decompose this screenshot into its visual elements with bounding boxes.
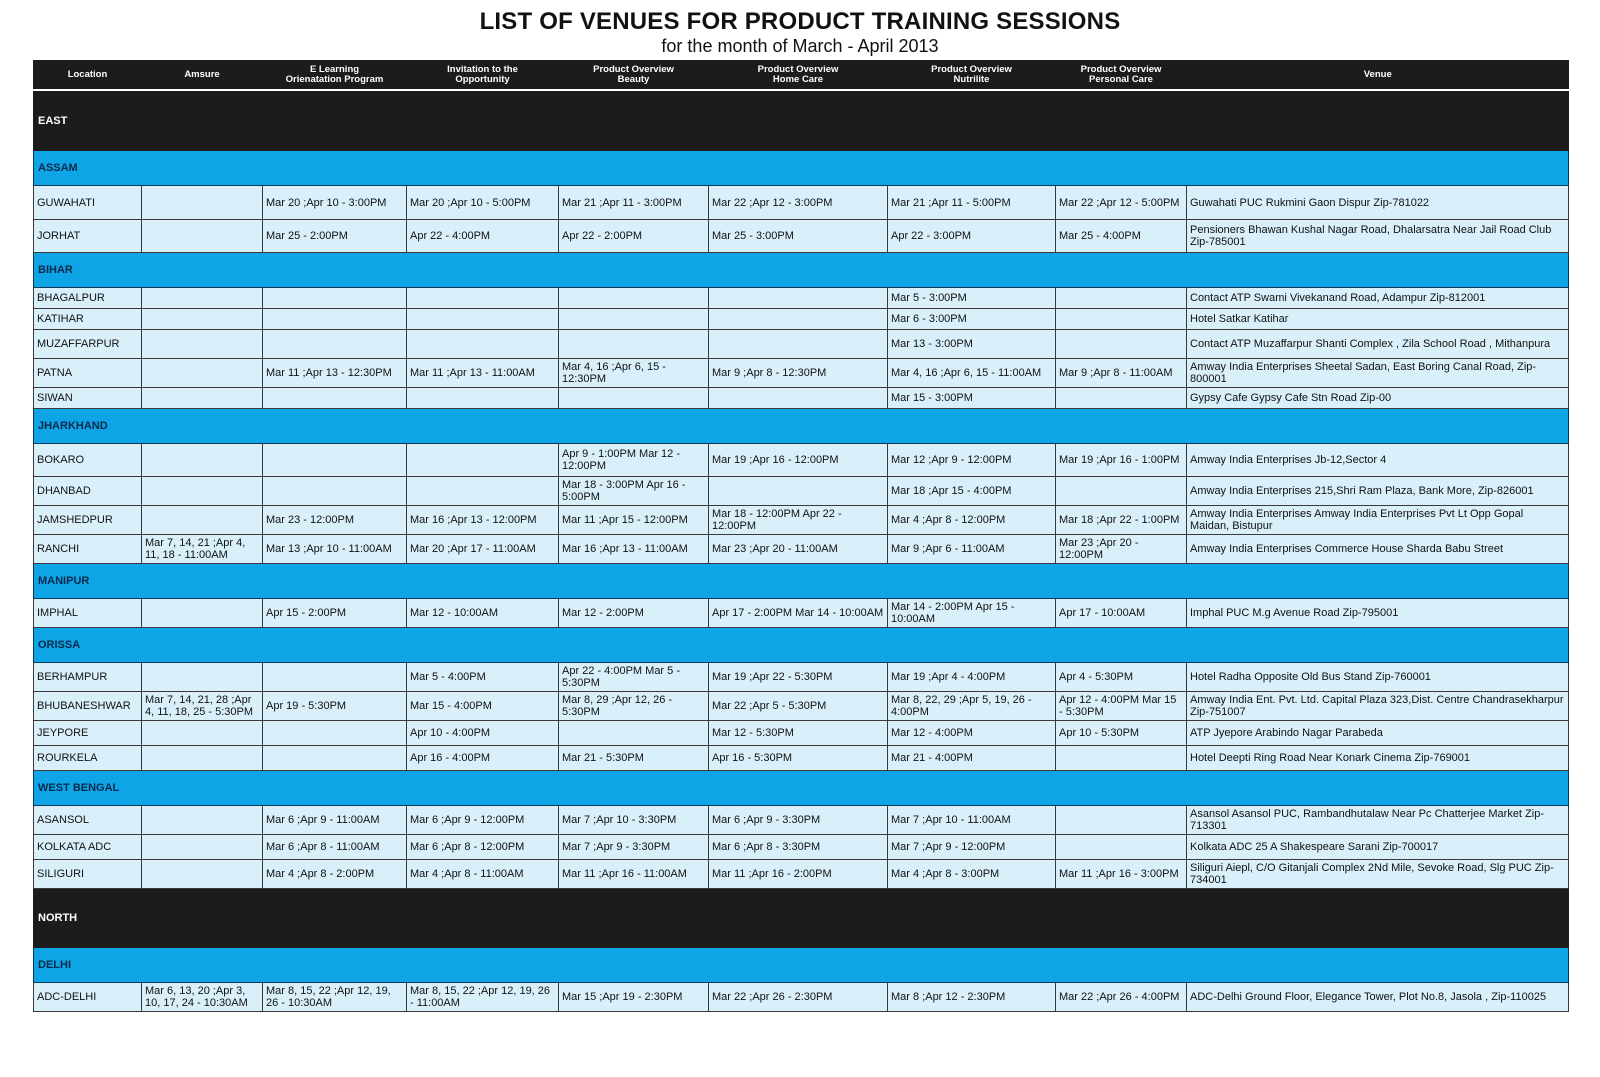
invitation-cell xyxy=(407,477,559,506)
header-row xyxy=(34,60,1569,89)
amsure-cell xyxy=(142,506,263,535)
beauty-cell: Mar 15 ;Apr 19 - 2:30PM xyxy=(559,983,709,1012)
personal-care-cell: Mar 25 - 4:00PM xyxy=(1056,220,1187,253)
location-cell: IMPHAL xyxy=(34,599,142,628)
region-row xyxy=(34,92,1569,151)
venue-cell: Gypsy Cafe Gypsy Cafe Stn Road Zip-00 xyxy=(1187,388,1569,409)
personal-care-cell: Mar 18 ;Apr 22 - 1:00PM xyxy=(1056,506,1187,535)
beauty-cell: Mar 8, 29 ;Apr 12, 26 - 5:30PM xyxy=(559,692,709,721)
home-care-cell: Mar 19 ;Apr 22 - 5:30PM xyxy=(709,663,888,692)
venue-cell: ADC-Delhi Ground Floor, Elegance Tower, Plot No.8, Jasola , Zip-110025 xyxy=(1187,983,1569,1012)
venue-cell: Pensioners Bhawan Kushal Nagar Road, Dhalarsatra Near Jail Road Club Zip-785001 xyxy=(1187,220,1569,253)
location-cell: PATNA xyxy=(34,359,142,388)
home-care-cell: Mar 19 ;Apr 16 - 12:00PM xyxy=(709,444,888,477)
amsure-cell xyxy=(142,388,263,409)
personal-care-cell xyxy=(1056,746,1187,771)
amsure-cell xyxy=(142,288,263,309)
nutrilite-cell: Mar 12 ;Apr 9 - 12:00PM xyxy=(888,444,1056,477)
amsure-cell xyxy=(142,186,263,220)
table-row xyxy=(34,220,1569,253)
venues-table xyxy=(33,60,1569,1012)
venue-cell: Amway India Enterprises Amway India Enterprises Pvt Lt Opp Gopal Maidan, Bistupur xyxy=(1187,506,1569,535)
table-row xyxy=(34,663,1569,692)
table-body xyxy=(34,89,1569,1012)
home-care-cell: Mar 22 ;Apr 12 - 3:00PM xyxy=(709,186,888,220)
venue-cell: Kolkata ADC 25 A Shakespeare Sarani Zip-700017 xyxy=(1187,835,1569,860)
invitation-cell: Mar 11 ;Apr 13 - 11:00AM xyxy=(407,359,559,388)
nutrilite-cell: Mar 4, 16 ;Apr 6, 15 - 11:00AM xyxy=(888,359,1056,388)
location-cell: JORHAT xyxy=(34,220,142,253)
e-learning-cell: Mar 6 ;Apr 8 - 11:00AM xyxy=(263,835,407,860)
personal-care-cell xyxy=(1056,309,1187,330)
invitation-cell: Apr 16 - 4:00PM xyxy=(407,746,559,771)
personal-care-cell: Mar 22 ;Apr 26 - 4:00PM xyxy=(1056,983,1187,1012)
invitation-cell: Mar 20 ;Apr 17 - 11:00AM xyxy=(407,535,559,564)
amsure-cell xyxy=(142,599,263,628)
personal-care-cell: Apr 10 - 5:30PM xyxy=(1056,721,1187,746)
e-learning-cell: Mar 25 - 2:00PM xyxy=(263,220,407,253)
beauty-cell: Mar 12 - 2:00PM xyxy=(559,599,709,628)
state-label: ASSAM xyxy=(34,151,1569,186)
venue-cell: Contact ATP Swami Vivekanand Road, Adampur Zip-812001 xyxy=(1187,288,1569,309)
location-cell: MUZAFFARPUR xyxy=(34,330,142,359)
personal-care-cell xyxy=(1056,835,1187,860)
home-care-cell: Mar 9 ;Apr 8 - 12:30PM xyxy=(709,359,888,388)
home-care-cell: Mar 18 - 12:00PM Apr 22 - 12:00PM xyxy=(709,506,888,535)
table-row xyxy=(34,535,1569,564)
e-learning-cell xyxy=(263,444,407,477)
column-header-amsure: Amsure xyxy=(142,60,263,89)
location-cell: BERHAMPUR xyxy=(34,663,142,692)
location-cell: ASANSOL xyxy=(34,806,142,835)
venue-cell: Asansol Asansol PUC, Rambandhutalaw Near Pc Chatterjee Market Zip-713301 xyxy=(1187,806,1569,835)
venue-cell: Hotel Satkar Katihar xyxy=(1187,309,1569,330)
table-row xyxy=(34,186,1569,220)
page-title: LIST OF VENUES FOR PRODUCT TRAINING SESSIONS xyxy=(479,8,1121,35)
invitation-cell: Mar 20 ;Apr 10 - 5:00PM xyxy=(407,186,559,220)
beauty-cell: Mar 7 ;Apr 9 - 3:30PM xyxy=(559,835,709,860)
beauty-cell: Apr 22 - 4:00PM Mar 5 - 5:30PM xyxy=(559,663,709,692)
personal-care-cell: Mar 22 ;Apr 12 - 5:00PM xyxy=(1056,186,1187,220)
beauty-cell xyxy=(559,309,709,330)
column-header-home-care: Product Overview Home Care xyxy=(709,60,888,89)
column-header-venue: Venue xyxy=(1187,60,1569,89)
location-cell: KOLKATA ADC xyxy=(34,835,142,860)
location-cell: BHUBANESHWAR xyxy=(34,692,142,721)
e-learning-cell: Mar 23 - 12:00PM xyxy=(263,506,407,535)
state-row xyxy=(34,253,1569,288)
venue-cell: Contact ATP Muzaffarpur Shanti Complex , Zila School Road , Mithanpura xyxy=(1187,330,1569,359)
location-cell: BHAGALPUR xyxy=(34,288,142,309)
home-care-cell: Mar 12 - 5:30PM xyxy=(709,721,888,746)
beauty-cell xyxy=(559,721,709,746)
e-learning-cell xyxy=(263,746,407,771)
beauty-cell: Mar 21 ;Apr 11 - 3:00PM xyxy=(559,186,709,220)
e-learning-cell: Mar 13 ;Apr 10 - 11:00AM xyxy=(263,535,407,564)
personal-care-cell xyxy=(1056,288,1187,309)
e-learning-cell: Apr 19 - 5:30PM xyxy=(263,692,407,721)
beauty-cell xyxy=(559,330,709,359)
state-row xyxy=(34,628,1569,663)
e-learning-cell xyxy=(263,663,407,692)
state-label: MANIPUR xyxy=(34,564,1569,599)
e-learning-cell xyxy=(263,388,407,409)
state-label: JHARKHAND xyxy=(34,409,1569,444)
nutrilite-cell: Mar 4 ;Apr 8 - 3:00PM xyxy=(888,860,1056,889)
beauty-cell: Apr 9 - 1:00PM Mar 12 - 12:00PM xyxy=(559,444,709,477)
location-cell: SILIGURI xyxy=(34,860,142,889)
state-row xyxy=(34,771,1569,806)
home-care-cell xyxy=(709,330,888,359)
amsure-cell xyxy=(142,860,263,889)
invitation-cell xyxy=(407,388,559,409)
state-row xyxy=(34,151,1569,186)
venue-cell: Hotel Radha Opposite Old Bus Stand Zip-760001 xyxy=(1187,663,1569,692)
invitation-cell xyxy=(407,309,559,330)
personal-care-cell: Mar 23 ;Apr 20 - 12:00PM xyxy=(1056,535,1187,564)
location-cell: GUWAHATI xyxy=(34,186,142,220)
column-header-beauty: Product Overview Beauty xyxy=(559,60,709,89)
state-label: WEST BENGAL xyxy=(34,771,1569,806)
personal-care-cell xyxy=(1056,388,1187,409)
table-row xyxy=(34,692,1569,721)
table-row xyxy=(34,330,1569,359)
nutrilite-cell: Mar 9 ;Apr 6 - 11:00AM xyxy=(888,535,1056,564)
nutrilite-cell: Mar 18 ;Apr 15 - 4:00PM xyxy=(888,477,1056,506)
amsure-cell: Mar 7, 14, 21 ;Apr 4, 11, 18 - 11:00AM xyxy=(142,535,263,564)
amsure-cell xyxy=(142,746,263,771)
amsure-cell xyxy=(142,477,263,506)
region-label: EAST xyxy=(34,92,1569,151)
state-label: BIHAR xyxy=(34,253,1569,288)
invitation-cell: Mar 8, 15, 22 ;Apr 12, 19, 26 - 11:00AM xyxy=(407,983,559,1012)
table-row xyxy=(34,288,1569,309)
nutrilite-cell: Mar 15 - 3:00PM xyxy=(888,388,1056,409)
invitation-cell: Mar 15 - 4:00PM xyxy=(407,692,559,721)
e-learning-cell xyxy=(263,330,407,359)
table-row xyxy=(34,506,1569,535)
page-subtitle: for the month of March - April 2013 xyxy=(661,36,939,56)
beauty-cell xyxy=(559,388,709,409)
amsure-cell: Mar 6, 13, 20 ;Apr 3, 10, 17, 24 - 10:30AM xyxy=(142,983,263,1012)
amsure-cell xyxy=(142,663,263,692)
amsure-cell xyxy=(142,806,263,835)
home-care-cell: Mar 22 ;Apr 5 - 5:30PM xyxy=(709,692,888,721)
location-cell: KATIHAR xyxy=(34,309,142,330)
e-learning-cell: Mar 6 ;Apr 9 - 11:00AM xyxy=(263,806,407,835)
nutrilite-cell: Mar 19 ;Apr 4 - 4:00PM xyxy=(888,663,1056,692)
e-learning-cell xyxy=(263,288,407,309)
region-label: NORTH xyxy=(34,889,1569,948)
table-row xyxy=(34,835,1569,860)
location-cell: ADC-DELHI xyxy=(34,983,142,1012)
column-header-location: Location xyxy=(34,60,142,89)
venue-cell: Amway India Ent. Pvt. Ltd. Capital Plaza 323,Dist. Centre Chandrasekharpur Zip-751007 xyxy=(1187,692,1569,721)
venue-cell: Hotel Deepti Ring Road Near Konark Cinema Zip-769001 xyxy=(1187,746,1569,771)
table-row xyxy=(34,477,1569,506)
invitation-cell xyxy=(407,330,559,359)
state-row xyxy=(34,564,1569,599)
venue-cell: Amway India Enterprises Jb-12,Sector 4 xyxy=(1187,444,1569,477)
venue-cell: Amway India Enterprises Sheetal Sadan, East Boring Canal Road, Zip-800001 xyxy=(1187,359,1569,388)
location-cell: JEYPORE xyxy=(34,721,142,746)
invitation-cell: Mar 5 - 4:00PM xyxy=(407,663,559,692)
home-care-cell: Mar 6 ;Apr 9 - 3:30PM xyxy=(709,806,888,835)
venue-cell: Amway India Enterprises 215,Shri Ram Plaza, Bank More, Zip-826001 xyxy=(1187,477,1569,506)
invitation-cell: Mar 4 ;Apr 8 - 11:00AM xyxy=(407,860,559,889)
nutrilite-cell: Mar 14 - 2:00PM Apr 15 - 10:00AM xyxy=(888,599,1056,628)
home-care-cell xyxy=(709,309,888,330)
invitation-cell: Apr 10 - 4:00PM xyxy=(407,721,559,746)
location-cell: BOKARO xyxy=(34,444,142,477)
home-care-cell xyxy=(709,477,888,506)
nutrilite-cell: Apr 22 - 3:00PM xyxy=(888,220,1056,253)
state-row xyxy=(34,409,1569,444)
beauty-cell: Mar 4, 16 ;Apr 6, 15 - 12:30PM xyxy=(559,359,709,388)
beauty-cell: Mar 11 ;Apr 15 - 12:00PM xyxy=(559,506,709,535)
e-learning-cell: Mar 4 ;Apr 8 - 2:00PM xyxy=(263,860,407,889)
home-care-cell: Mar 23 ;Apr 20 - 11:00AM xyxy=(709,535,888,564)
e-learning-cell: Mar 20 ;Apr 10 - 3:00PM xyxy=(263,186,407,220)
nutrilite-cell: Mar 7 ;Apr 10 - 11:00AM xyxy=(888,806,1056,835)
home-care-cell: Apr 16 - 5:30PM xyxy=(709,746,888,771)
location-cell: RANCHI xyxy=(34,535,142,564)
personal-care-cell xyxy=(1056,806,1187,835)
location-cell: JAMSHEDPUR xyxy=(34,506,142,535)
table-row xyxy=(34,309,1569,330)
personal-care-cell: Mar 9 ;Apr 8 - 11:00AM xyxy=(1056,359,1187,388)
table-row xyxy=(34,599,1569,628)
nutrilite-cell: Mar 7 ;Apr 9 - 12:00PM xyxy=(888,835,1056,860)
personal-care-cell: Apr 17 - 10:00AM xyxy=(1056,599,1187,628)
table-row xyxy=(34,388,1569,409)
home-care-cell: Apr 17 - 2:00PM Mar 14 - 10:00AM xyxy=(709,599,888,628)
venue-cell: Amway India Enterprises Commerce House Sharda Babu Street xyxy=(1187,535,1569,564)
venue-cell: Siliguri Aiepl, C/O Gitanjali Complex 2Nd Mile, Sevoke Road, Slg PUC Zip-734001 xyxy=(1187,860,1569,889)
nutrilite-cell: Mar 6 - 3:00PM xyxy=(888,309,1056,330)
e-learning-cell: Mar 8, 15, 22 ;Apr 12, 19, 26 - 10:30AM xyxy=(263,983,407,1012)
home-care-cell xyxy=(709,388,888,409)
nutrilite-cell: Mar 4 ;Apr 8 - 12:00PM xyxy=(888,506,1056,535)
amsure-cell xyxy=(142,721,263,746)
e-learning-cell xyxy=(263,477,407,506)
state-row xyxy=(34,948,1569,983)
table-row xyxy=(34,444,1569,477)
table-row xyxy=(34,359,1569,388)
table-row xyxy=(34,860,1569,889)
invitation-cell: Apr 22 - 4:00PM xyxy=(407,220,559,253)
beauty-cell: Mar 7 ;Apr 10 - 3:30PM xyxy=(559,806,709,835)
personal-care-cell: Mar 19 ;Apr 16 - 1:00PM xyxy=(1056,444,1187,477)
venue-cell: Guwahati PUC Rukmini Gaon Dispur Zip-781022 xyxy=(1187,186,1569,220)
location-cell: DHANBAD xyxy=(34,477,142,506)
personal-care-cell: Apr 4 - 5:30PM xyxy=(1056,663,1187,692)
state-label: ORISSA xyxy=(34,628,1569,663)
nutrilite-cell: Mar 8 ;Apr 12 - 2:30PM xyxy=(888,983,1056,1012)
home-care-cell: Mar 25 - 3:00PM xyxy=(709,220,888,253)
state-label: DELHI xyxy=(34,948,1569,983)
nutrilite-cell: Mar 12 - 4:00PM xyxy=(888,721,1056,746)
column-header-e-learning: E Learning Orienatation Program xyxy=(263,60,407,89)
location-cell: SIWAN xyxy=(34,388,142,409)
amsure-cell xyxy=(142,444,263,477)
nutrilite-cell: Mar 13 - 3:00PM xyxy=(888,330,1056,359)
e-learning-cell: Mar 11 ;Apr 13 - 12:30PM xyxy=(263,359,407,388)
amsure-cell xyxy=(142,330,263,359)
table-row xyxy=(34,806,1569,835)
table-row xyxy=(34,721,1569,746)
venue-cell: ATP Jyepore Arabindo Nagar Parabeda xyxy=(1187,721,1569,746)
region-row xyxy=(34,889,1569,948)
e-learning-cell: Apr 15 - 2:00PM xyxy=(263,599,407,628)
invitation-cell: Mar 16 ;Apr 13 - 12:00PM xyxy=(407,506,559,535)
column-header-nutrilite: Product Overview Nutrilite xyxy=(888,60,1056,89)
beauty-cell: Mar 18 - 3:00PM Apr 16 - 5:00PM xyxy=(559,477,709,506)
invitation-cell xyxy=(407,288,559,309)
amsure-cell xyxy=(142,835,263,860)
beauty-cell: Mar 16 ;Apr 13 - 11:00AM xyxy=(559,535,709,564)
column-header-personal-care: Product Overview Personal Care xyxy=(1056,60,1187,89)
beauty-cell xyxy=(559,288,709,309)
home-care-cell: Mar 22 ;Apr 26 - 2:30PM xyxy=(709,983,888,1012)
amsure-cell xyxy=(142,220,263,253)
nutrilite-cell: Mar 8, 22, 29 ;Apr 5, 19, 26 - 4:00PM xyxy=(888,692,1056,721)
home-care-cell xyxy=(709,288,888,309)
beauty-cell: Mar 11 ;Apr 16 - 11:00AM xyxy=(559,860,709,889)
nutrilite-cell: Mar 21 - 4:00PM xyxy=(888,746,1056,771)
amsure-cell: Mar 7, 14, 21, 28 ;Apr 4, 11, 18, 25 - 5:30PM xyxy=(142,692,263,721)
nutrilite-cell: Mar 21 ;Apr 11 - 5:00PM xyxy=(888,186,1056,220)
e-learning-cell xyxy=(263,721,407,746)
amsure-cell xyxy=(142,309,263,330)
column-header-invitation: Invitation to the Opportunity xyxy=(407,60,559,89)
beauty-cell: Apr 22 - 2:00PM xyxy=(559,220,709,253)
invitation-cell: Mar 6 ;Apr 9 - 12:00PM xyxy=(407,806,559,835)
invitation-cell: Mar 6 ;Apr 8 - 12:00PM xyxy=(407,835,559,860)
home-care-cell: Mar 11 ;Apr 16 - 2:00PM xyxy=(709,860,888,889)
venue-cell: Imphal PUC M.g Avenue Road Zip-795001 xyxy=(1187,599,1569,628)
home-care-cell: Mar 6 ;Apr 8 - 3:30PM xyxy=(709,835,888,860)
table-row xyxy=(34,983,1569,1012)
amsure-cell xyxy=(142,359,263,388)
beauty-cell: Mar 21 - 5:30PM xyxy=(559,746,709,771)
table-row xyxy=(34,746,1569,771)
nutrilite-cell: Mar 5 - 3:00PM xyxy=(888,288,1056,309)
personal-care-cell xyxy=(1056,477,1187,506)
personal-care-cell xyxy=(1056,330,1187,359)
personal-care-cell: Apr 12 - 4:00PM Mar 15 - 5:30PM xyxy=(1056,692,1187,721)
e-learning-cell xyxy=(263,309,407,330)
invitation-cell: Mar 12 - 10:00AM xyxy=(407,599,559,628)
location-cell: ROURKELA xyxy=(34,746,142,771)
invitation-cell xyxy=(407,444,559,477)
personal-care-cell: Mar 11 ;Apr 16 - 3:00PM xyxy=(1056,860,1187,889)
